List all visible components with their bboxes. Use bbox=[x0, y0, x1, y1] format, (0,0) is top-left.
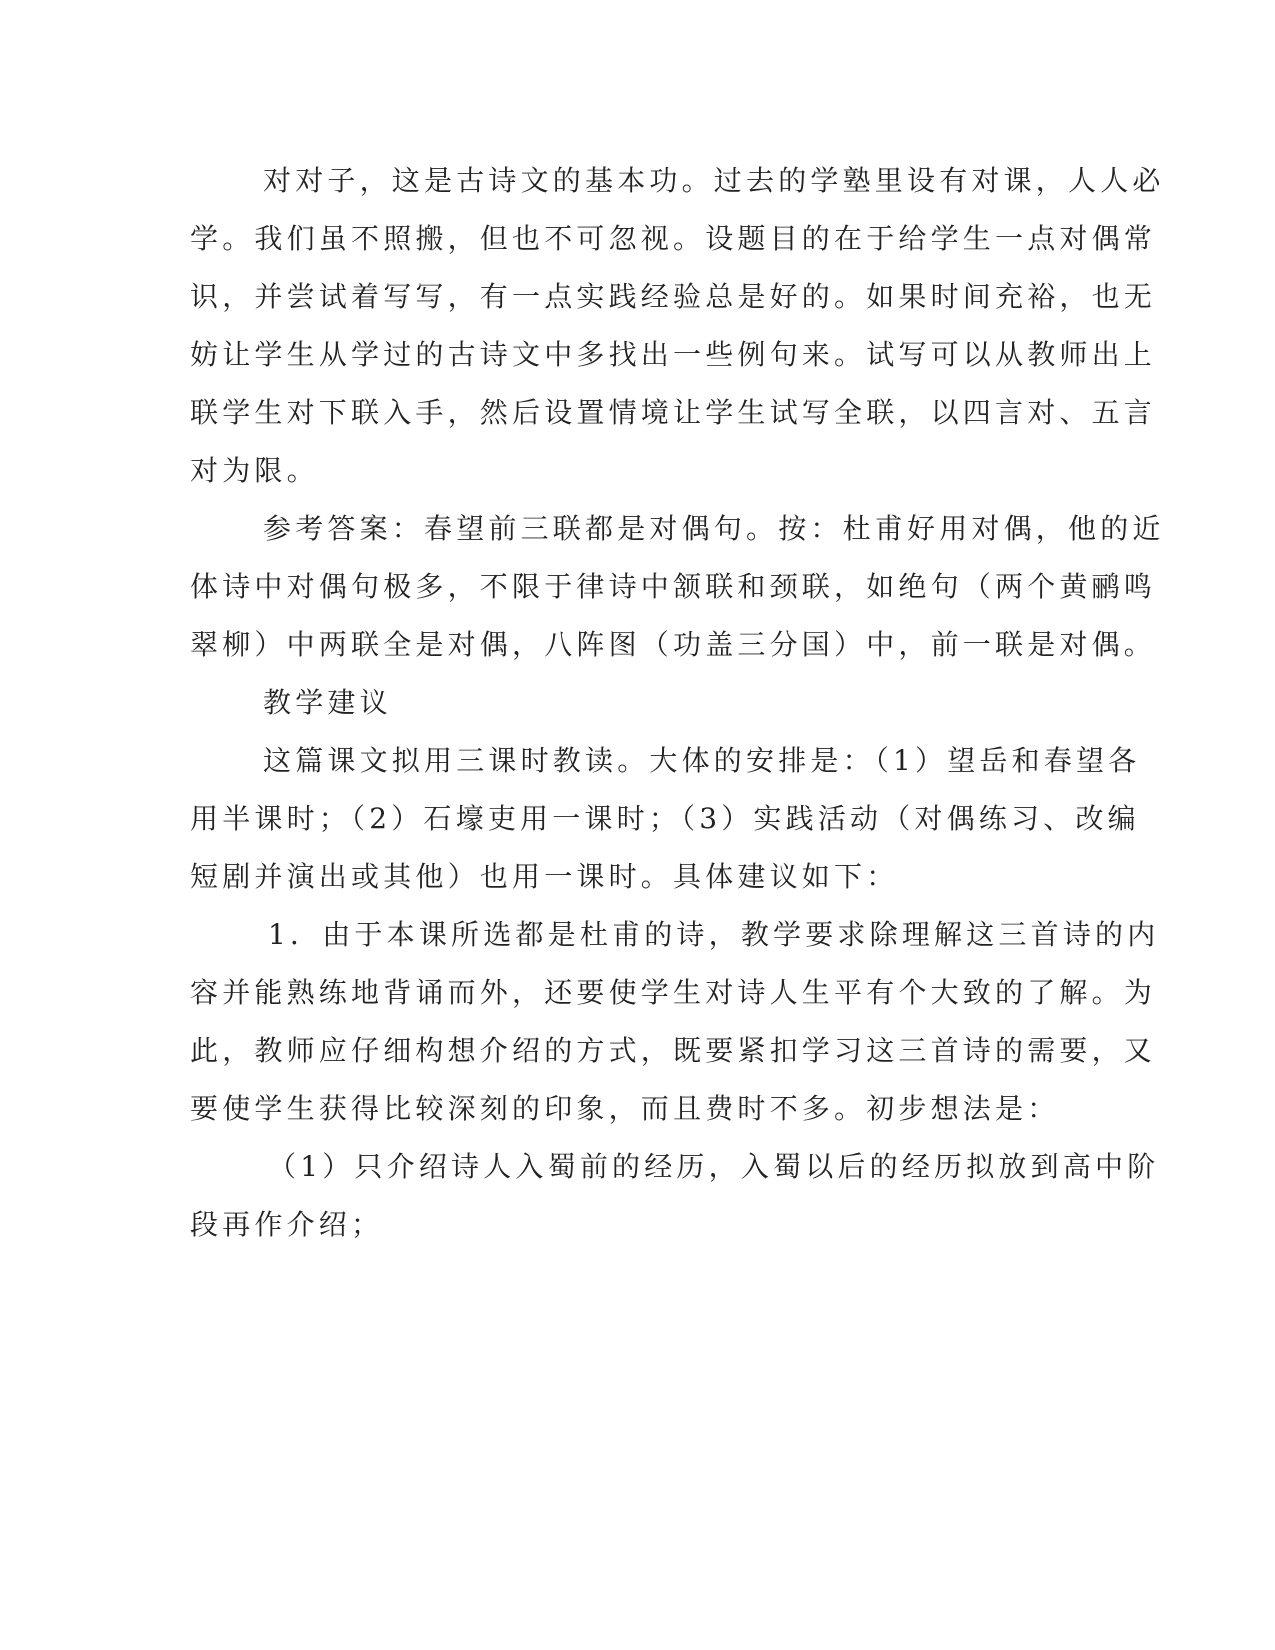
text-line: 联学生对下联入手，然后设置情境让学生试写全联，以四言对、五言 bbox=[190, 396, 1157, 429]
section-heading: 教学建议 bbox=[263, 686, 392, 719]
text-line: 要使学生获得比较深刻的印象，而且费时不多。初步想法是： bbox=[190, 1092, 1060, 1125]
text-line: 这篇课文拟用三课时教读。大体的安排是：（1）望岳和春望各 bbox=[263, 744, 1141, 777]
text-line: 识，并尝试着写写，有一点实践经验总是好的。如果时间充裕，也无 bbox=[190, 280, 1157, 313]
text-line: 学。我们虽不照搬，但也不可忽视。设题目的在于给学生一点对偶常 bbox=[190, 222, 1157, 255]
text-line: 短剧并演出或其他）也用一课时。具体建议如下： bbox=[190, 860, 899, 893]
text-line: （1）只介绍诗人入蜀前的经历，入蜀以后的经历拟放到高中阶 bbox=[268, 1150, 1160, 1183]
text-line: 用半课时；（2）石壕吏用一课时；（3）实践活动（对偶练习、改编 bbox=[190, 802, 1140, 835]
text-line: 对为限。 bbox=[190, 454, 319, 487]
text-line: 段再作介绍； bbox=[190, 1208, 384, 1241]
text-line: 1．由于本课所选都是杜甫的诗，教学要求除理解这三首诗的内 bbox=[268, 918, 1160, 951]
text-line: 对对子，这是古诗文的基本功。过去的学塾里设有对课，人人必 bbox=[263, 164, 1165, 197]
text-line: 容并能熟练地背诵而外，还要使学生对诗人生平有个大致的了解。为 bbox=[190, 976, 1157, 1009]
text-line: 此，教师应仔细构想介绍的方式，既要紧扣学习这三首诗的需要，又 bbox=[190, 1034, 1157, 1067]
text-line: 妨让学生从学过的古诗文中多找出一些例句来。试写可以从教师出上 bbox=[190, 338, 1157, 371]
text-line: 参考答案：春望前三联都是对偶句。按：杜甫好用对偶，他的近 bbox=[263, 512, 1165, 545]
text-line: 翠柳）中两联全是对偶，八阵图（功盖三分国）中，前一联是对偶。 bbox=[190, 628, 1157, 661]
text-line: 体诗中对偶句极多，不限于律诗中颔联和颈联，如绝句（两个黄鹂鸣 bbox=[190, 570, 1157, 603]
